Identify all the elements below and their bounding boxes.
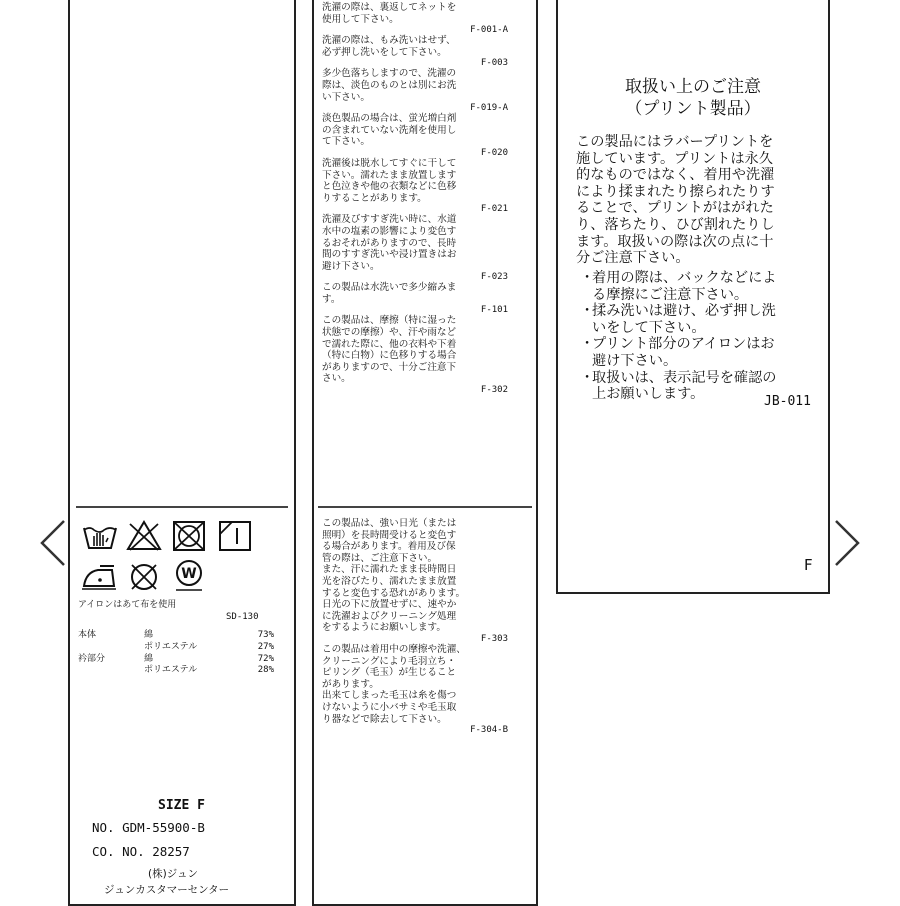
table-row: 衿部分 綿 72% bbox=[78, 653, 274, 664]
instruction-code: F-020 bbox=[480, 147, 508, 158]
caution-title: 取扱い上のご注意 bbox=[625, 77, 761, 97]
list-item: ・ プリント部分のアイロンはお 避け下さい。 bbox=[580, 336, 775, 369]
table-row: ポリエステル 27% bbox=[144, 641, 274, 652]
care-instructions-bottom bbox=[322, 518, 510, 735]
instruction-text: この製品は、摩擦（特に湿った 状態での摩擦）や、汗や雨など で濡れた際に、他の衣料や下着 （特に白物）に色移りする場合 がありますので、十分ご注意下 さい。 bbox=[322, 315, 457, 385]
list-item: ・ 着用の際は、バックなどによ る摩擦にご注意下さい。 bbox=[580, 270, 777, 303]
svg-text:W: W bbox=[181, 566, 197, 582]
instruction-code: F-303 bbox=[480, 633, 508, 644]
instruction-code: F-302 bbox=[480, 385, 508, 396]
composition-table bbox=[78, 630, 274, 677]
next-arrow[interactable] bbox=[832, 518, 862, 568]
company-name: (株)ジュン bbox=[148, 868, 198, 880]
divider bbox=[318, 506, 532, 508]
prev-arrow[interactable] bbox=[38, 518, 68, 568]
care-label-2 bbox=[312, 0, 538, 906]
no-tumble-dry-icon bbox=[172, 520, 206, 552]
iron-low-icon bbox=[80, 562, 118, 592]
no-bleach-icon bbox=[126, 520, 162, 552]
caution-subtitle: （プリント製品） bbox=[625, 99, 761, 119]
instruction-text: 洗濯の際は、裏返してネットを 使用して下さい。 bbox=[322, 2, 457, 25]
care-instructions-top bbox=[322, 2, 510, 395]
instruction-code: F-101 bbox=[480, 305, 508, 316]
instruction-text: この製品は、強い日光（または 照明）を長時間受けると変色す る場合があります。着用及び保 管の際は、ご注意下さい。 また、汗に濡れたまま長時間日 光を浴びたり、濡れたまま放置 すると変色する恐れがあります。 日光の下に放置せずに、速やか に洗濯およびクリーニング処理 をするようにお願いします。 bbox=[322, 518, 466, 634]
instruction-text: 洗濯及びすすぎ洗い時に、水道 水中の塩素の影響により変色す るおそれがありますので、長時 間のすすぎ洗いや浸け置きはお 避け下さい。 bbox=[322, 214, 457, 272]
no-dry-clean-icon bbox=[128, 562, 160, 592]
instruction-text: この製品は水洗いで多少縮みま す。 bbox=[322, 282, 457, 305]
model-number: NO. GDM-55900-B bbox=[92, 820, 205, 835]
instruction-text: 洗濯後は脱水してすぐに干して 下さい。濡れたまま放置します と色泣きや他の衣類などに色移 りすることがあります。 bbox=[322, 157, 457, 204]
table-row: 本体 綿 73% bbox=[78, 630, 274, 640]
instruction-code: F-021 bbox=[480, 204, 508, 215]
care-label-1 bbox=[68, 0, 296, 906]
list-item: ・ 揉み洗いは避け、必ず押し洗 いをして下さい。 bbox=[580, 303, 776, 336]
instruction-text: 洗濯の際は、もみ洗いはせず、 必ず押し洗いをして下さい。 bbox=[322, 35, 456, 58]
size-text: SIZE F bbox=[158, 798, 205, 813]
instruction-code: F-003 bbox=[480, 58, 508, 69]
line-dry-shade-icon bbox=[218, 520, 252, 552]
care-symbols bbox=[78, 518, 278, 598]
caution-code: JB-011 bbox=[764, 394, 811, 409]
print-caution-label bbox=[556, 0, 830, 594]
list-item: ・ 取扱いは、表示記号を確認の 上お願いします。 bbox=[580, 369, 777, 403]
chevron-left-icon bbox=[38, 518, 68, 568]
instruction-code: F-019-A bbox=[470, 103, 508, 114]
instruction-text: 淡色製品の場合は、蛍光増白剤 の含まれていない洗剤を使用し て下さい。 bbox=[322, 113, 457, 148]
instruction-code: F-023 bbox=[480, 272, 508, 283]
caution-body: この製品にはラバープリントを 施しています。プリントは永久 的なものではなく、着用や洗濯 により揉まれたり擦られたりす ることで、プリントがはがれた り、落ちたり、ひび割れたりし ます。取扱いの際は次の点に十 分ご注意下さい。 bbox=[576, 134, 775, 267]
instruction-code: F-001-A bbox=[470, 25, 508, 36]
instruction-code: F-304-B bbox=[470, 725, 508, 736]
instruction-text: この製品は着用中の摩擦や洗濯、 クリーニングにより毛羽立ち・ ピリング（毛玉）が生じること があります。 出来てしまった毛玉は糸を傷つ けないように小バサミや毛玉取 り器などで除去して下さい。 bbox=[322, 643, 466, 725]
table-row: ポリエステル 28% bbox=[144, 665, 274, 676]
size-letter: F bbox=[804, 556, 813, 574]
divider bbox=[76, 506, 288, 508]
iron-code: SD-130 bbox=[226, 612, 259, 622]
wash-tub-hand-icon bbox=[82, 520, 118, 552]
chevron-right-icon bbox=[832, 518, 862, 568]
customer-center: ジュンカスタマーセンター bbox=[104, 884, 230, 896]
caution-list bbox=[580, 270, 824, 403]
wet-clean-icon bbox=[172, 558, 206, 594]
iron-note: アイロンはあて布を使用 bbox=[78, 600, 177, 610]
instruction-text: 多少色落ちしますので、洗濯の 際は、淡色のものとは別にお洗 い下さい。 bbox=[322, 68, 457, 103]
co-number: CO. NO. 28257 bbox=[92, 844, 190, 859]
